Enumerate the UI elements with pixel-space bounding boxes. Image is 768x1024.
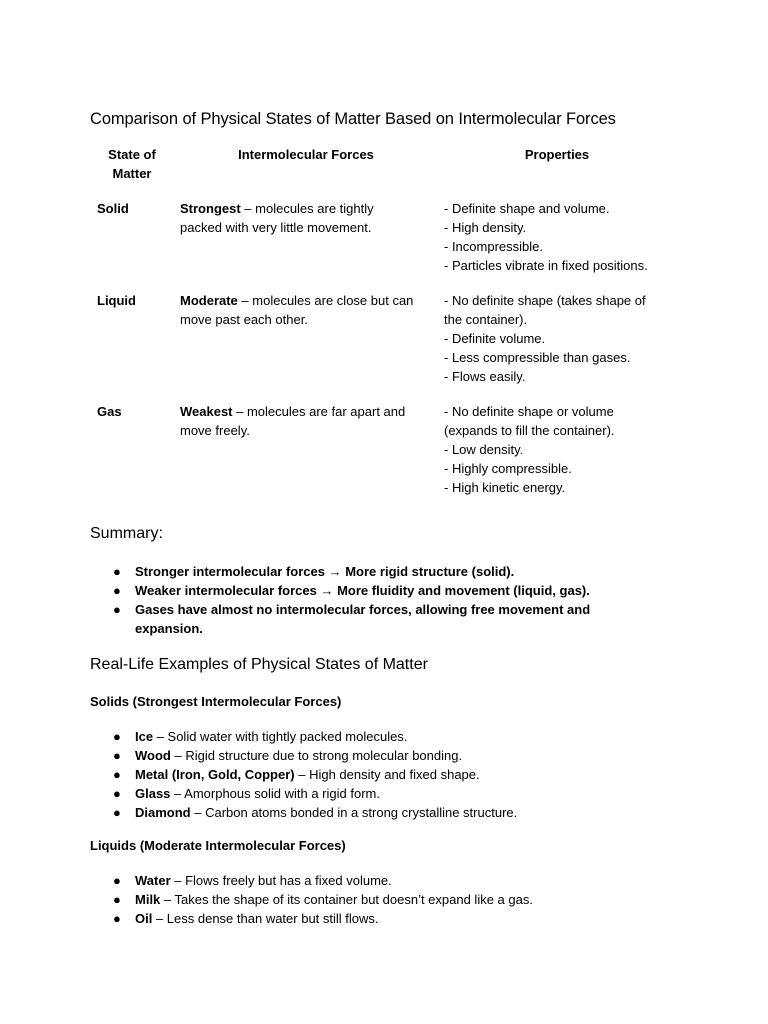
row-solid-state: Solid	[97, 201, 129, 216]
summary-list	[90, 562, 710, 638]
bullet-icon: ●	[113, 583, 121, 598]
list-item: ● Metal (Iron, Gold, Copper) – High density and fixed shape.	[113, 767, 480, 782]
liquids-heading: Liquids (Moderate Intermolecular Forces)	[90, 838, 346, 853]
solids-list	[90, 727, 730, 822]
bullet-icon: ●	[113, 564, 121, 579]
row-gas-forces	[180, 402, 440, 440]
bullet-icon: ●	[113, 748, 121, 763]
property-line: - Less compressible than gases.	[444, 350, 631, 365]
row-liquid-state: Liquid	[97, 293, 136, 308]
header-state-line-2: Matter	[112, 166, 152, 181]
list-item: ● Glass – Amorphous solid with a rigid form.	[113, 786, 380, 801]
row-liquid-force-line-1: – molecules are close but can	[241, 293, 414, 308]
list-item: ● Ice – Solid water with tightly packed molecules.	[113, 729, 408, 744]
list-item: ● Diamond – Carbon atoms bonded in a strong crystalline structure.	[113, 805, 518, 820]
list-item: ● Water – Flows freely but has a fixed volume.	[113, 873, 392, 888]
bullet-icon: ●	[113, 911, 121, 926]
solids-heading: Solids (Strongest Intermolecular Forces)	[90, 694, 342, 709]
document-title: Comparison of Physical States of Matter Based on Intermolecular Forces	[90, 110, 616, 128]
property-line: the container).	[444, 312, 528, 327]
row-solid-force-strength: Strongest	[180, 201, 241, 216]
list-item: ● Milk – Takes the shape of its container but doesn’t expand like a gas.	[113, 892, 533, 907]
row-gas-force-line-1: – molecules are far apart and	[236, 404, 406, 419]
bullet-icon: ●	[113, 873, 121, 888]
list-item: ● Gases have almost no intermolecular forces, allowing free movement and	[113, 602, 591, 617]
property-line: - Flows easily.	[444, 369, 526, 384]
examples-heading: Real-Life Examples of Physical States of Matter	[90, 656, 428, 673]
property-line: - High density.	[444, 220, 527, 235]
row-liquid-force-strength: Moderate	[180, 293, 238, 308]
list-item: ● Weaker intermolecular forces → More fluidity and movement (liquid, gas).	[113, 583, 590, 598]
row-gas-properties	[444, 402, 615, 497]
list-item: ● Wood – Rigid structure due to strong molecular bonding.	[113, 748, 463, 763]
row-solid-force-line-1: – molecules are tightly	[244, 201, 374, 216]
row-gas-force-strength: Weakest	[180, 404, 233, 419]
list-item: ● Stronger intermolecular forces → More rigid structure (solid).	[113, 564, 515, 579]
property-line: (expands to fill the container).	[444, 423, 615, 438]
header-intermolecular-forces: Intermolecular Forces	[238, 147, 374, 162]
header-properties: Properties	[524, 147, 590, 162]
property-line: - Incompressible.	[444, 239, 543, 254]
row-solid-properties	[444, 199, 648, 275]
bullet-icon: ●	[113, 767, 121, 782]
property-line: - Definite volume.	[444, 331, 546, 346]
row-solid-forces	[180, 199, 440, 237]
bullet-icon: ●	[113, 729, 121, 744]
row-solid-force-line-2: packed with very little movement.	[180, 220, 372, 235]
property-line: - Low density.	[444, 442, 524, 457]
summary-heading: Summary:	[90, 525, 163, 542]
row-liquid-properties	[444, 291, 646, 386]
liquids-list	[90, 871, 730, 928]
property-line: - No definite shape or volume	[444, 404, 614, 419]
row-gas-force-line-2: move freely.	[180, 423, 250, 438]
property-line: - Particles vibrate in fixed positions.	[444, 258, 648, 273]
header-state-line-1: State of	[108, 147, 156, 162]
property-line: - Highly compressible.	[444, 461, 572, 476]
list-item-continuation: expansion.	[135, 621, 203, 636]
list-item: ● Oil – Less dense than water but still flows.	[113, 911, 379, 926]
bullet-icon: ●	[113, 786, 121, 801]
header-state-of-matter	[95, 145, 169, 183]
bullet-icon: ●	[113, 805, 121, 820]
row-liquid-force-line-2: move past each other.	[180, 312, 308, 327]
property-line: - High kinetic energy.	[444, 480, 566, 495]
row-gas-state: Gas	[97, 404, 122, 419]
property-line: - No definite shape (takes shape of	[444, 293, 646, 308]
property-line: - Definite shape and volume.	[444, 201, 610, 216]
bullet-icon: ●	[113, 602, 121, 617]
row-liquid-forces	[180, 291, 440, 329]
bullet-icon: ●	[113, 892, 121, 907]
